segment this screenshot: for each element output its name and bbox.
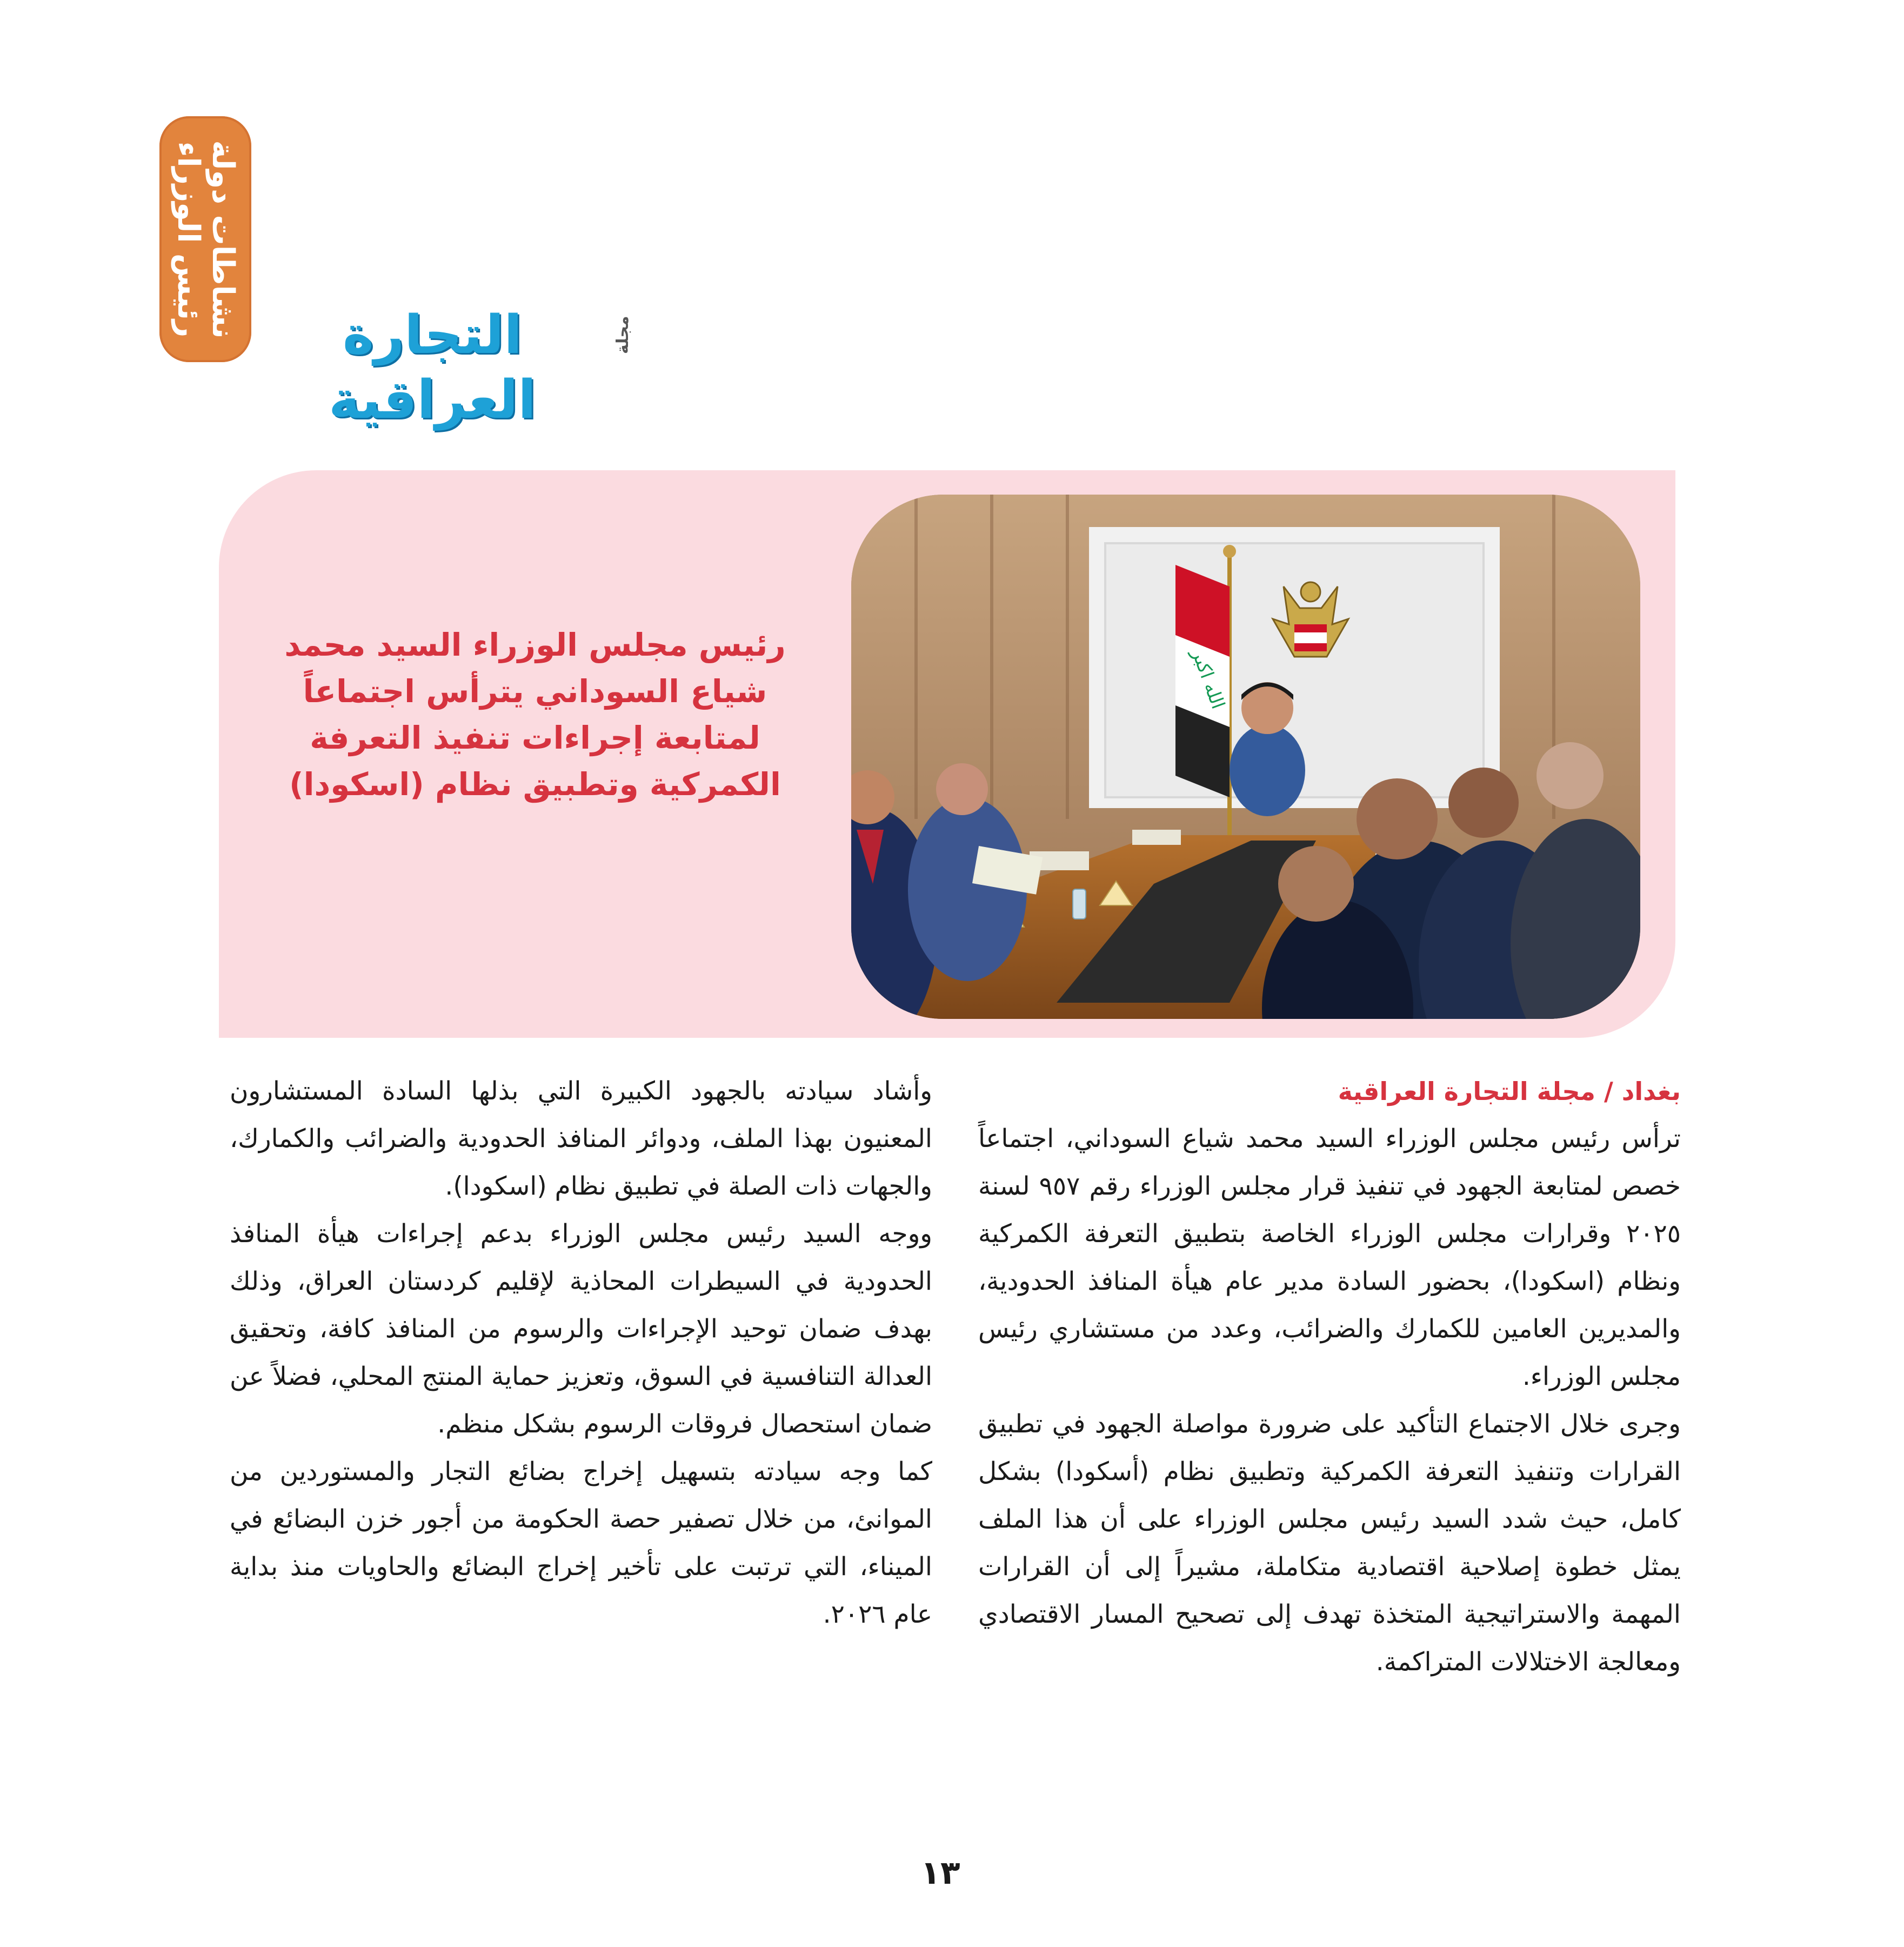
- article-paragraph: وأشاد سيادته بالجهود الكبيرة التي بذلها السادة المستشارون المعنيون بهذا الملف، ودوائر المنافذ الحدودية والضرائب والكمارك، والجهات ذات الصلة في تطبيق نظام (اسكودا).: [230, 1076, 932, 1201]
- article-paragraph: وجرى خلال الاجتماع التأكيد على ضرورة مواصلة الجهود في تطبيق القرارات وتنفيذ التعرفة الكمركية وتطبيق نظام (أسكودا) بشكل كامل، حيث شدد السيد رئيس مجلس الوزراء على أن هذا الملف يمثل خطوة إصلاحية اقتصادية متكاملة، مشيراً إلى أن القرارات المهمة والاستراتيجية المتخذة تهدف إلى تصحيح المسار الاقتصادي ومعالجة الاختلالات المتراكمة.: [978, 1409, 1681, 1677]
- article-paragraph: ترأس رئيس مجلس الوزراء السيد محمد شياع السوداني، اجتماعاً خصص لمتابعة الجهود في تنفيذ قرار مجلس الوزراء رقم ٩٥٧ لسنة ٢٠٢٥ وقرارات مجلس الوزراء الخاصة بتطبيق التعرفة الكمركية ونظام (اسكودا)، بحضور السادة مدير عام هيأة المنافذ الحدودية، والمديرين العامين للكمارك والضرائب، وعدد من مستشاري رئيس مجلس الوزراء.: [978, 1124, 1681, 1391]
- section-tab: [159, 116, 251, 362]
- meeting-photo: [851, 495, 1640, 1019]
- page-number: ١٣: [920, 1854, 960, 1892]
- meeting-photo-illustration: [851, 495, 1640, 1019]
- article-column-right: [978, 1068, 1681, 1686]
- magazine-logo-prefix: مجلة: [613, 316, 632, 355]
- magazine-logo-title: التجارة العراقية: [329, 304, 536, 431]
- flag-inscription: الله اكبر: [1187, 646, 1229, 712]
- section-tab-label: نشاطات دولة رئيس الوزراء: [171, 139, 240, 339]
- article-column-left: [230, 1068, 932, 1638]
- magazine-logo: [254, 303, 665, 431]
- article-paragraph: كما وجه سيادته بتسهيل إخراج بضائع التجار والمستوردين من الموانئ، من خلال تصفير حصة الحكومة من أجور خزن البضائع في الميناء، التي ترتبت على تأخير إخراج البضائع والحاويات منذ بداية عام ٢٠٢٦.: [230, 1457, 932, 1629]
- article-byline: بغداد / مجلة التجارة العراقية: [1338, 1077, 1681, 1106]
- article-paragraph: ووجه السيد رئيس مجلس الوزراء بدعم إجراءات هيأة المنافذ الحدودية في السيطرات المحاذية لإقليم كردستان العراق، وذلك بهدف ضمان توحيد الإجراءات والرسوم من المنافذ كافة، وتحقيق العدالة التنافسية في السوق، وتعزيز حماية المنتج المحلي، فضلاً عن ضمان استحصال فروقات الرسوم بشكل منظم.: [230, 1219, 932, 1439]
- hero-headline: رئيس مجلس الوزراء السيد محمد شياع السوداني يترأس اجتماعاً لمتابعة إجراءات تنفيذ التعرفة الكمركية وتطبيق نظام (اسكودا): [284, 626, 786, 803]
